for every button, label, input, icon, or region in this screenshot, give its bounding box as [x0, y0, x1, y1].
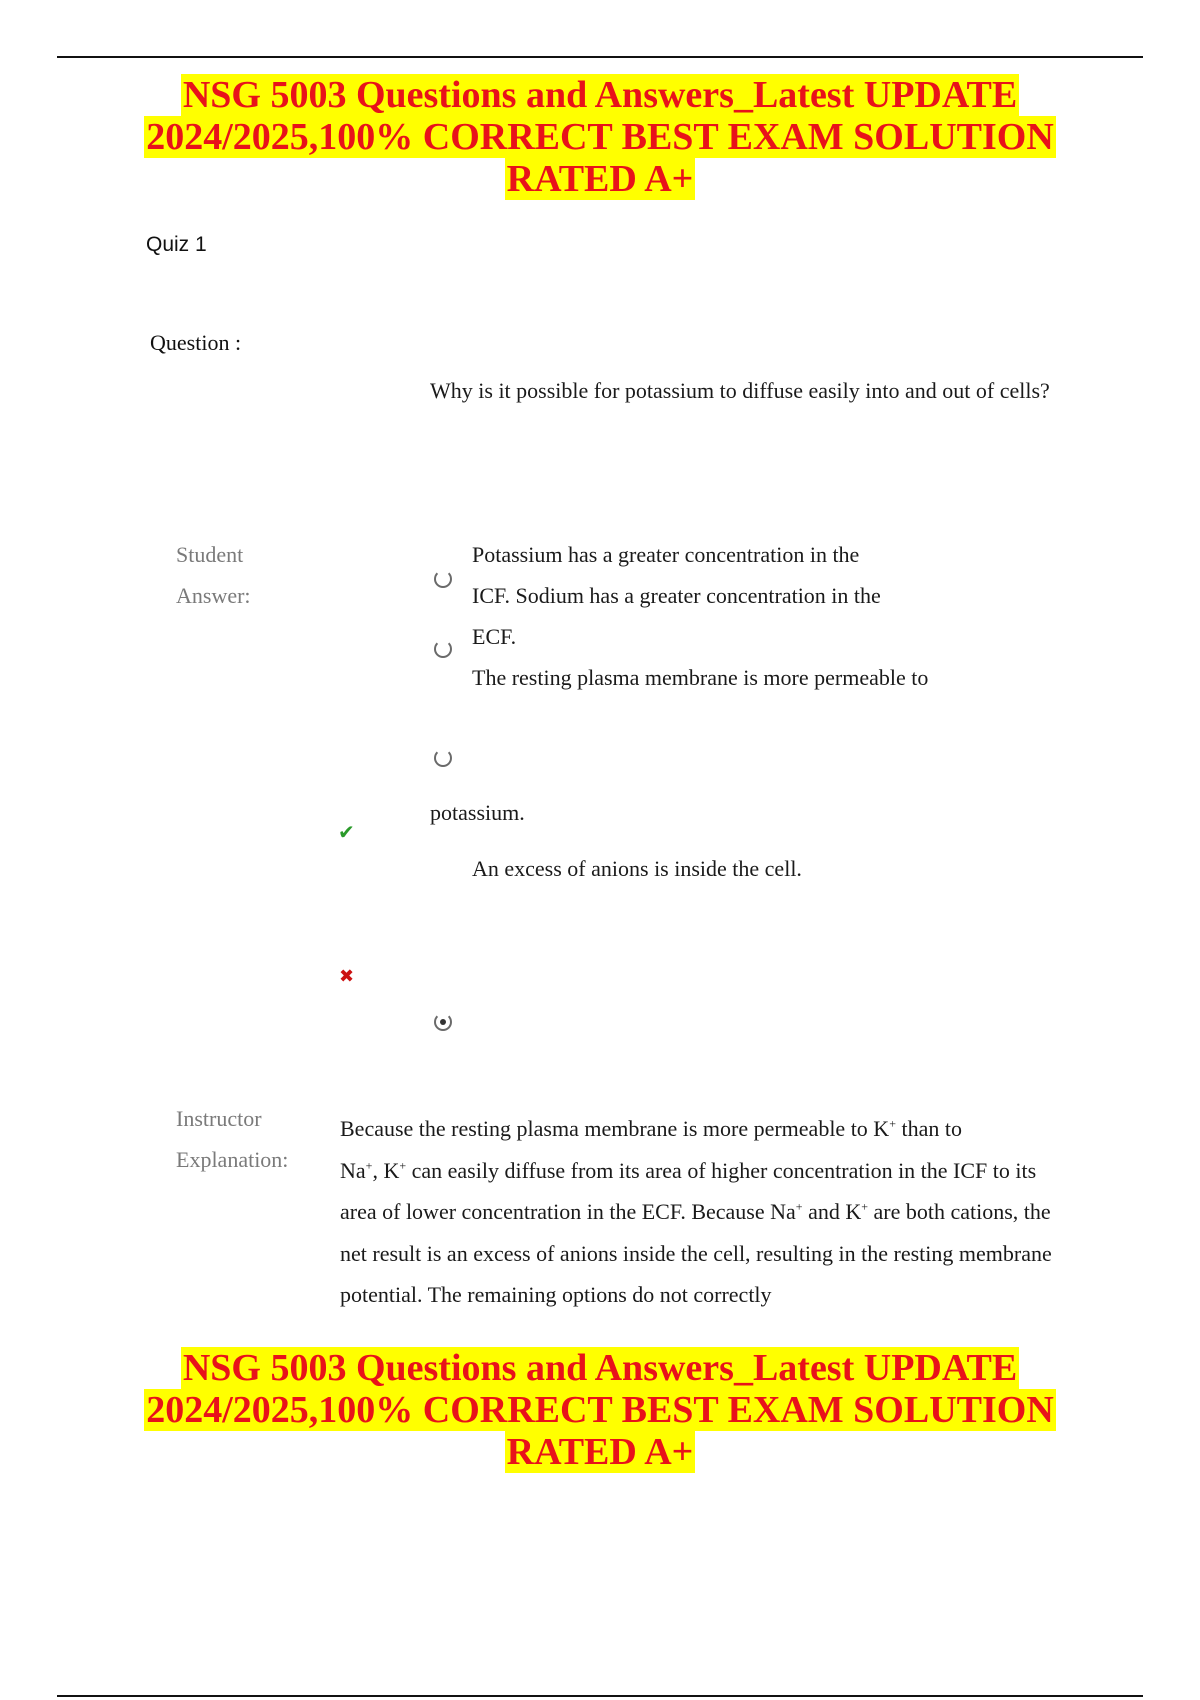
explanation-part-1: Because the resting plasma membrane is more permeable to K — [340, 1116, 890, 1141]
explanation-sup-1: + — [889, 1116, 896, 1131]
footer-banner-line-3: RATED A+ — [506, 1431, 694, 1473]
answer-option-b-line-1: The resting plasma membrane is more permeable to — [472, 665, 929, 690]
header-banner-line-1: NSG 5003 Questions and Answers_Latest UPDATE — [182, 74, 1018, 116]
answer-option-d-radio[interactable] — [434, 1013, 452, 1031]
instructor-explanation-label — [176, 1098, 326, 1180]
student-answer-label-line-2: Answer: — [176, 583, 251, 608]
explanation-part-6: and K — [802, 1199, 862, 1224]
answer-option-b-line-2: potassium. — [430, 800, 525, 825]
answer-option-a-line-1: Potassium has a greater concentration in the — [472, 542, 860, 567]
footer-banner-line-2: 2024/2025,100% CORRECT BEST EXAM SOLUTION — [146, 1389, 1054, 1431]
instructor-label-line-2: Explanation: — [176, 1147, 289, 1172]
instructor-label-line-1: Instructor — [176, 1106, 262, 1131]
header-banner-line-3: RATED A+ — [506, 158, 694, 200]
question-label: Question : — [150, 330, 242, 355]
answer-option-a-line-2: ICF. Sodium has a greater concentration in the — [472, 583, 881, 608]
answer-option-c-text: An excess of anions is inside the cell. — [472, 856, 802, 881]
quiz-title: Quiz 1 — [146, 233, 207, 256]
answer-option-a-radio[interactable] — [434, 570, 452, 588]
instructor-explanation-text — [340, 1108, 1060, 1316]
explanation-part-2: than to — [895, 1116, 962, 1141]
student-answer-label — [176, 534, 326, 616]
footer-banner — [100, 1347, 1100, 1473]
answer-option-c-radio[interactable] — [434, 749, 452, 767]
header-banner — [100, 74, 1100, 200]
top-rule — [57, 56, 1143, 58]
explanation-part-7: are both cations, the net result is an excess of anions inside the cell, resulting in the resting membrane potential. The remaining options do not correctly — [340, 1199, 1052, 1307]
explanation-sup-2: + — [365, 1158, 373, 1173]
question-text: Why is it possible for potassium to diffuse easily into and out of cells? — [430, 378, 1050, 403]
explanation-part-3: Na — [340, 1157, 366, 1183]
explanation-sup-3: + — [399, 1158, 407, 1173]
header-banner-line-2: 2024/2025,100% CORRECT BEST EXAM SOLUTION — [146, 116, 1054, 158]
explanation-sup-4: + — [795, 1199, 803, 1214]
explanation-sup-5: + — [861, 1199, 868, 1214]
cross-icon: ✖ — [339, 966, 355, 987]
answer-option-b-radio[interactable] — [434, 640, 452, 658]
explanation-part-5: can easily diffuse from its area of higher concentration in the ICF to its area of lower concentration in the ECF. Because Na — [340, 1157, 1037, 1224]
answer-option-text-block — [472, 534, 1032, 698]
bottom-rule — [57, 1695, 1143, 1697]
student-answer-label-line-1: Student — [176, 542, 244, 567]
footer-banner-line-1: NSG 5003 Questions and Answers_Latest UPDATE — [182, 1347, 1018, 1389]
answer-option-a-line-3: ECF. — [472, 624, 517, 649]
explanation-part-4: , K — [372, 1157, 400, 1183]
check-icon: ✔ — [338, 820, 355, 844]
